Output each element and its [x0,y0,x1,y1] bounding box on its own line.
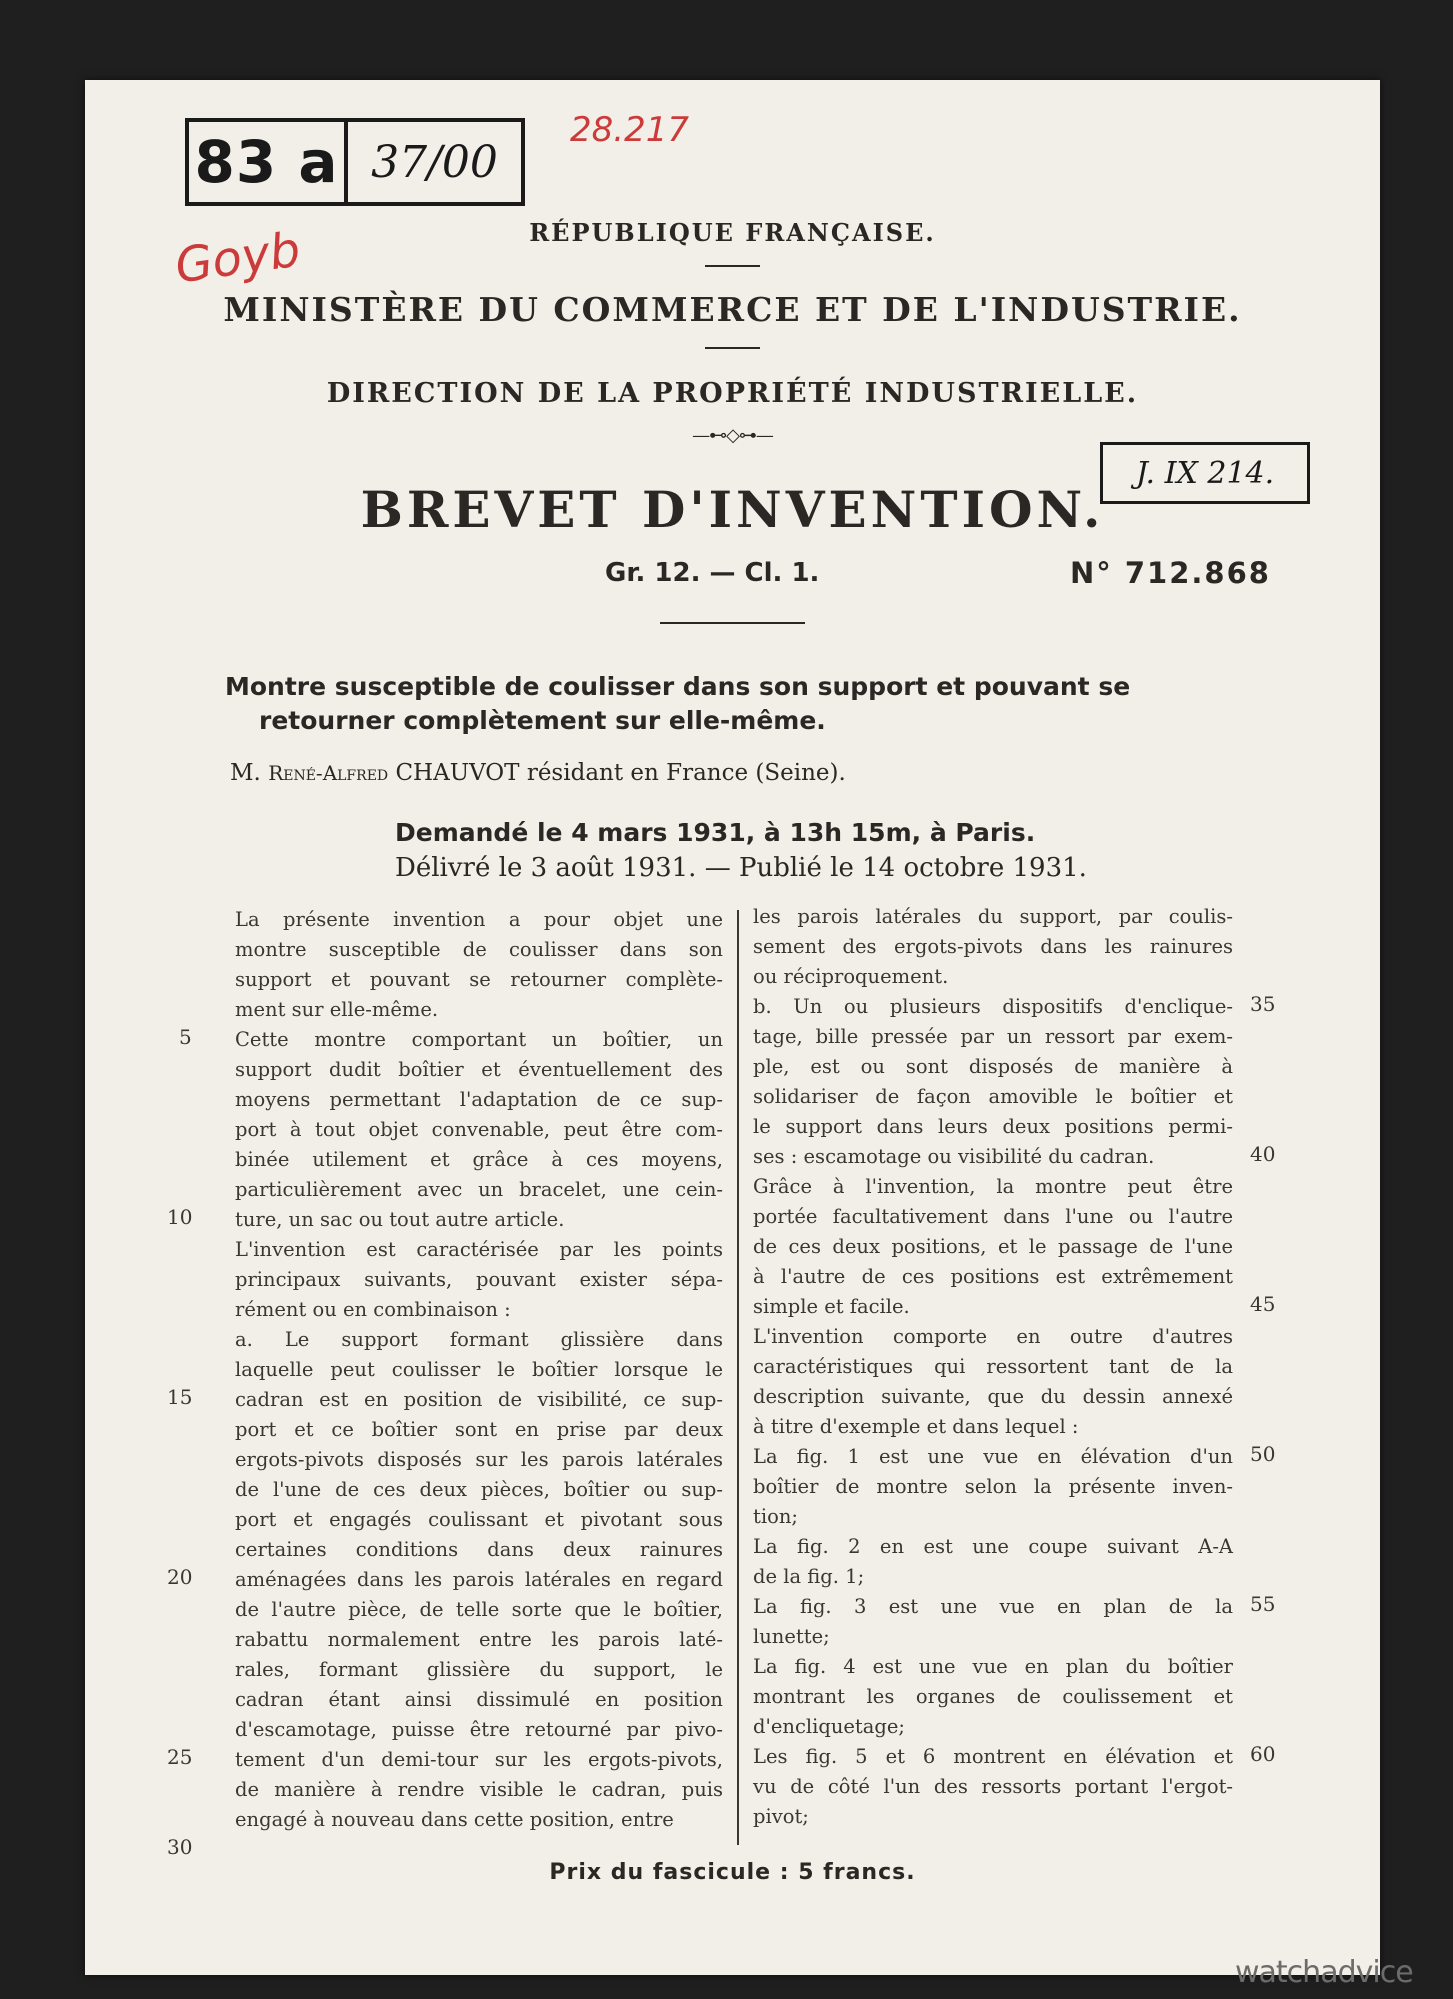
text-line: a. Le support formant glissière dans [235,1328,723,1351]
divider-rule [705,347,760,349]
text-line: lunette; [753,1625,830,1648]
line-number: 10 [167,1205,193,1229]
line-number: 30 [167,1835,193,1859]
text-line: particulièrement avec un bracelet, une cein- [235,1178,723,1201]
text-line: tement d'un demi-tour sur les ergots-pivots, [235,1748,723,1771]
line-number: 15 [167,1385,193,1409]
text-line: binée utilement et grâce à ces moyens, [235,1148,723,1171]
text-line: ses : escamotage ou visibilité du cadran. [753,1145,1155,1168]
line-number: 60 [1250,1742,1276,1766]
filing-date: Demandé le 4 mars 1931, à 13h 15m, à Paris. [395,818,1036,847]
text-line: La fig. 3 est une vue en plan de la [753,1595,1233,1618]
group-class: Gr. 12. — Cl. 1. [605,558,820,588]
text-line: Les fig. 5 et 6 montrent en élévation et [753,1745,1233,1768]
price-line: Prix du fascicule : 5 francs. [549,1860,916,1885]
text-line: vu de côté l'un des ressorts portant l'ergot- [753,1775,1233,1798]
classification-stamp [185,118,525,206]
line-number: 35 [1250,992,1276,1016]
text-line: le support dans leurs deux positions permi- [753,1115,1233,1138]
text-line: port à tout objet convenable, peut être com- [235,1118,723,1141]
text-line: principaux suivants, pouvant exister sépa- [235,1268,723,1291]
line-number: 55 [1250,1592,1276,1616]
class-code: 83 a [189,122,348,202]
text-line: ple, est ou sont disposés de manière à [753,1055,1233,1078]
text-line: La fig. 4 est une vue en plan du boîtier [753,1655,1233,1678]
column-divider [737,910,739,1845]
text-line: port et ce boîtier sont en prise par deux [235,1418,723,1441]
left-column-text [235,905,723,1835]
line-number: 20 [167,1565,193,1589]
text-line: La fig. 2 en est une coupe suivant A-A [753,1535,1233,1558]
text-line: cadran est en position de visibilité, ce sup- [235,1388,723,1411]
republic-heading: RÉPUBLIQUE FRANÇAISE. [529,218,936,247]
text-line: support et pouvant se retourner complète- [235,968,723,991]
text-line: de la fig. 1; [753,1565,865,1588]
text-line: rément ou en combinaison : [235,1298,511,1321]
author-residence: résidant en France (Seine). [526,760,846,786]
text-line: rales, formant glissière du support, le [235,1658,723,1681]
text-line: montrant les organes de coulissement et [753,1685,1233,1708]
text-line: d'escamotage, puisse être retourné par pivo- [235,1718,723,1741]
text-line: solidariser de façon amovible le boîtier et [753,1085,1233,1108]
text-line: certaines conditions dans deux rainures [235,1538,723,1561]
text-line: ture, un sac ou tout autre article. [235,1208,565,1231]
text-line: boîtier de montre selon la présente inven- [753,1475,1233,1498]
line-number: 25 [167,1745,193,1769]
text-line: L'invention comporte en outre d'autres [753,1325,1233,1348]
text-line: ment sur elle-même. [235,998,439,1021]
text-line: cadran étant ainsi dissimulé en position [235,1688,723,1711]
title-line-2: retourner complètement sur elle-même. [259,706,826,735]
ornament-divider: —⊷◇⊶— [692,425,773,446]
text-line: ergots-pivots disposés sur les parois latérales [235,1448,723,1471]
line-number: 50 [1250,1442,1276,1466]
text-line: à l'autre de ces positions est extrêmement [753,1265,1233,1288]
text-line: rabattu normalement entre les parois laté- [235,1628,723,1651]
text-line: pivot; [753,1805,809,1828]
text-line: support dudit boîtier et éventuellement des [235,1058,723,1081]
ministry-heading: MINISTÈRE DU COMMERCE ET DE L'INDUSTRIE. [223,290,1242,329]
text-line: Cette montre comportant un boîtier, un [235,1028,723,1051]
publication-date: Délivré le 3 août 1931. — Publié le 14 octobre 1931. [395,853,1087,883]
text-line: de l'une de ces deux pièces, boîtier ou sup- [235,1478,723,1501]
text-line: de manière à rendre visible le cadran, puis [235,1778,723,1801]
text-line: description suivante, que du dessin annexé [753,1385,1233,1408]
line-number: 5 [179,1025,192,1049]
text-line: ou réciproquement. [753,965,949,988]
text-line: engagé à nouveau dans cette position, entre [235,1808,674,1831]
author-given-name: René-Alfred [268,761,389,785]
title-line-1: Montre susceptible de coulisser dans son support et pouvant se [225,672,1131,701]
text-line: simple et facile. [753,1295,910,1318]
patent-number: N° 712.868 [1070,556,1271,590]
sub-code: 37/00 [371,136,498,188]
text-line: port et engagés coulissant et pivotant sous [235,1508,723,1531]
text-line: montre susceptible de coulisser dans son [235,938,723,961]
text-line: aménagées dans les parois latérales en regard [235,1568,723,1591]
handwritten-note: Goyb [171,221,304,295]
text-line: La présente invention a pour objet une [235,908,723,931]
invention-title [225,670,1235,738]
text-line: de l'autre pièce, de telle sorte que le boîtier, [235,1598,723,1621]
text-line: L'invention est caractérisée par les points [235,1238,723,1261]
text-line: tage, bille pressée par un ressort par exem- [753,1025,1233,1048]
divider-rule [705,265,760,267]
text-line: portée facultativement dans l'une ou l'autre [753,1205,1233,1228]
right-column-text [753,902,1233,1832]
patent-document [85,80,1380,1975]
inventor [230,760,846,786]
text-line: tion; [753,1505,798,1528]
watermark: watchadvice [1235,1955,1413,1990]
text-line: de ces deux positions, et le passage de l'une [753,1235,1233,1258]
text-line: b. Un ou plusieurs dispositifs d'enclique- [753,995,1233,1018]
text-line: les parois latérales du support, par coulis- [753,905,1233,928]
direction-heading: DIRECTION DE LA PROPRIÉTÉ INDUSTRIELLE. [326,378,1139,409]
text-line: à titre d'exemple et dans lequel : [753,1415,1079,1438]
line-number: 45 [1250,1292,1276,1316]
text-line: caractéristiques qui ressortent tant de la [753,1355,1233,1378]
handwritten-number: 28.217 [570,110,689,150]
document-type-title: BREVET D'INVENTION. [360,480,1105,539]
text-line: Grâce à l'invention, la montre peut être [753,1175,1233,1198]
author-surname: CHAUVOT [395,760,520,786]
text-line: d'encliquetage; [753,1715,905,1738]
text-line: sement des ergots-pivots dans les rainures [753,935,1233,958]
divider-rule [660,622,805,624]
reference-box: J. IX 214. [1100,442,1310,504]
text-line: laquelle peut coulisser le boîtier lorsque le [235,1358,723,1381]
text-line: moyens permettant l'adaptation de ce sup- [235,1088,723,1111]
author-prefix: M. [230,760,261,786]
line-number: 40 [1250,1142,1276,1166]
text-line: La fig. 1 est une vue en élévation d'un [753,1445,1233,1468]
